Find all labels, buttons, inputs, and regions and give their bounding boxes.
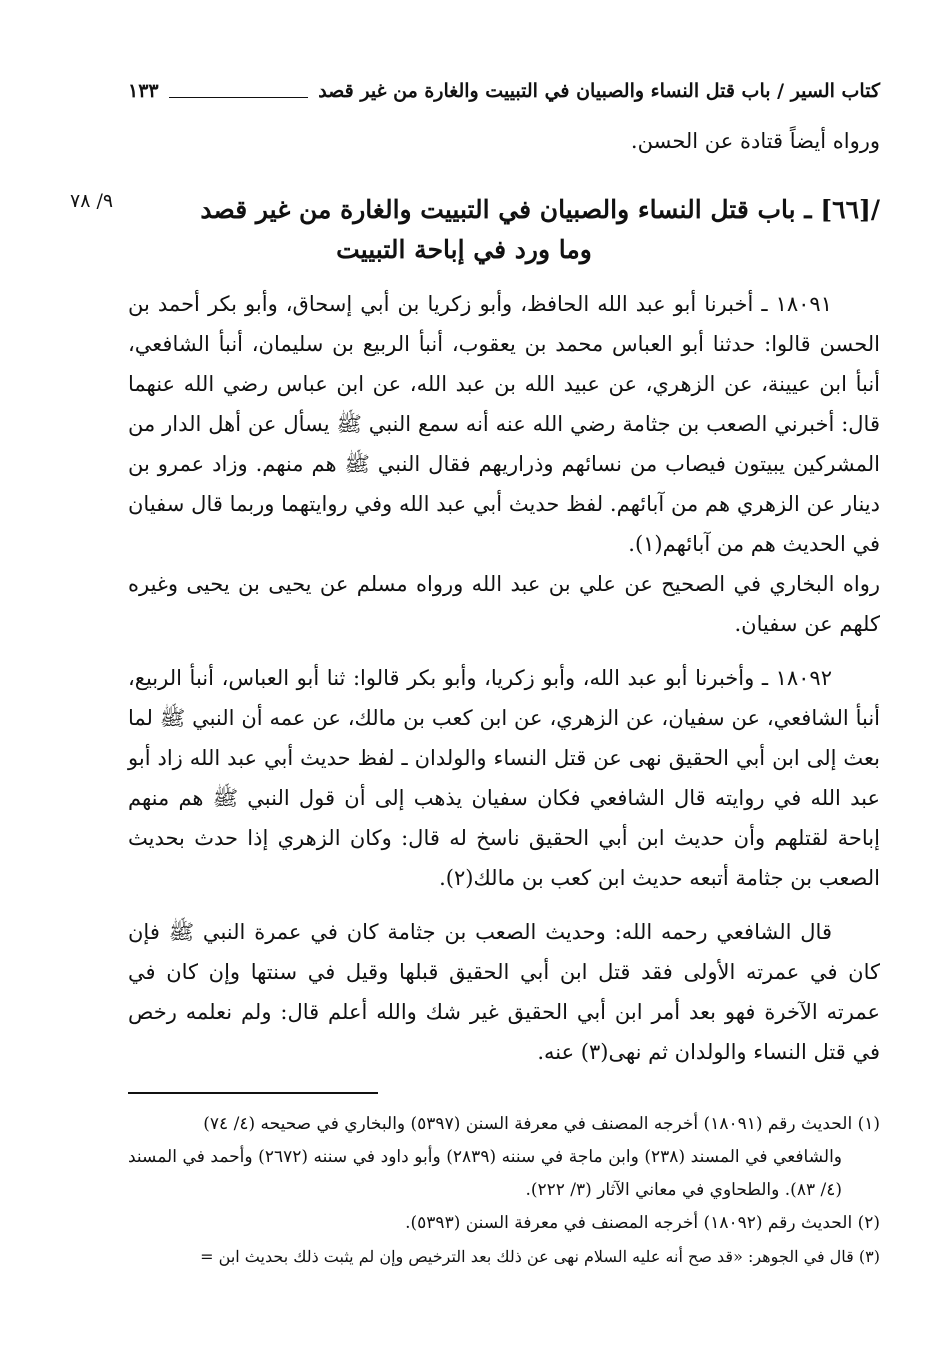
margin-reference: ٩/ ٧٨ xyxy=(70,190,114,212)
footnote-separator xyxy=(128,1092,378,1094)
header-rule xyxy=(169,96,309,98)
footnote-3: (٣) قال في الجوهر: «قد صح أنه عليه السلام نهى عن ذلك بعد الترخيص وإن لم يثبت ذلك بحديث ابن = xyxy=(200,1247,880,1266)
document-page xyxy=(70,80,880,1273)
hadith-18092-block xyxy=(128,658,880,898)
paragraph-hadith-18091: ١٨٠٩١ ـ أخبرنا أبو عبد الله الحافظ، وأبو زكريا بن أبي إسحاق، وأبو بكر أحمد بن الحسن قالوا: حدثنا أبو العباس محمد بن يعقوب، أنبأ الربيع بن سليمان، أنبأ الشافعي، أنبأ ابن عيينة، عن الزهري، عن عبيد الله بن عبد الله، عن ابن عباس رضي الله عنهما قال: أخبرني الصعب بن جثامة رضي الله عنه أنه سمع النبي ﷺ يسأل عن أهل الدار من المشركين يبيتون فيصاب من نسائهم وذراريهم فقال النبي ﷺ هم منهم. وزاد عمرو بن دينار عن الزهري هم من آبائهم. لفظ حديث أبي عبد الله وفي روايتهما وربما قال سفيان في الحديث هم من آبائهم(١). xyxy=(128,292,880,556)
footnote-2: (٢) الحديث رقم (١٨٠٩٢) أخرجه المصنف في معرفة السنن (٥٣٩٣). xyxy=(405,1213,880,1233)
intro-line: ورواه أيضاً قتادة عن الحسن. xyxy=(630,129,880,153)
paragraph-shafii-comment: قال الشافعي رحمه الله: وحديث الصعب بن جثامة كان في عمرة النبي ﷺ فإن كان في عمرته الأولى فقد قتل ابن أبي الحقيق قبلها وقيل في سنتها وإن كان في عمرته الآخرة فهو بعد أمر ابن أبي الحقيق غير شك والله أعلم قال: ولم نعلمه رخص في قتل النساء والولدان ثم نهى(٣) عنه. xyxy=(128,920,880,1064)
shafii-comment-block xyxy=(128,912,880,1072)
running-header xyxy=(128,80,880,114)
chapter-title-line1: /[٦٦] ـ باب قتل النساء والصبيان في التبييت والغارة من غير قصد xyxy=(200,195,880,224)
header-title: كتاب السير / باب قتل النساء والصبيان في التبييت والغارة من غير قصد xyxy=(318,80,880,102)
footnotes xyxy=(128,1108,880,1273)
hadith-18091-block xyxy=(128,284,880,644)
page-number: ١٣٣ xyxy=(128,80,159,102)
chapter-heading xyxy=(70,190,880,270)
paragraph-hadith-18092: ١٨٠٩٢ ـ وأخبرنا أبو عبد الله، وأبو زكريا، وأبو بكر قالوا: ثنا أبو العباس، أنبأ الربيع، أنبأ الشافعي، عن سفيان، عن الزهري، عن ابن كعب بن مالك، عن عمه أن النبي ﷺ لما بعث إلى ابن أبي الحقيق نهى عن قتل النساء والولدان ـ لفظ حديث أبي عبد الله زاد أبو عبد الله في روايته قال الشافعي فكان سفيان يذهب إلى أن قول النبي ﷺ هم منهم إباحة لقتلهم وأن حديث ابن أبي الحقيق ناسخ له قال: وكان الزهري إذا حدث بحديث الصعب بن جثامة أتبعه حديث ابن كعب بن مالك(٢). xyxy=(128,666,880,890)
footnote-1-line1: (١) الحديث رقم (١٨٠٩١) أخرجه المصنف في معرفة السنن (٥٣٩٧) والبخاري في صحيحه (٤/ ٧٤) xyxy=(203,1114,880,1134)
footnote-1-line2: والشافعي في المسند (٢٣٨) وابن ماجة في سننه (٢٨٣٩) وأبو داود في سننه (٢٦٧٢) وأحمد في المسند (٤/ ٨٣). والطحاوي في معاني الآثار (٣/ ٢٢٢). xyxy=(128,1147,842,1200)
paragraph-riwaya-note: رواه البخاري في الصحيح عن علي بن عبد الله ورواه مسلم عن يحيى بن يحيى وغيره كلهم عن سفيان. xyxy=(128,572,880,636)
footnote-separator-wrap xyxy=(128,1072,880,1094)
chapter-title-line2: وما ورد في إباحة التبييت xyxy=(336,235,592,264)
